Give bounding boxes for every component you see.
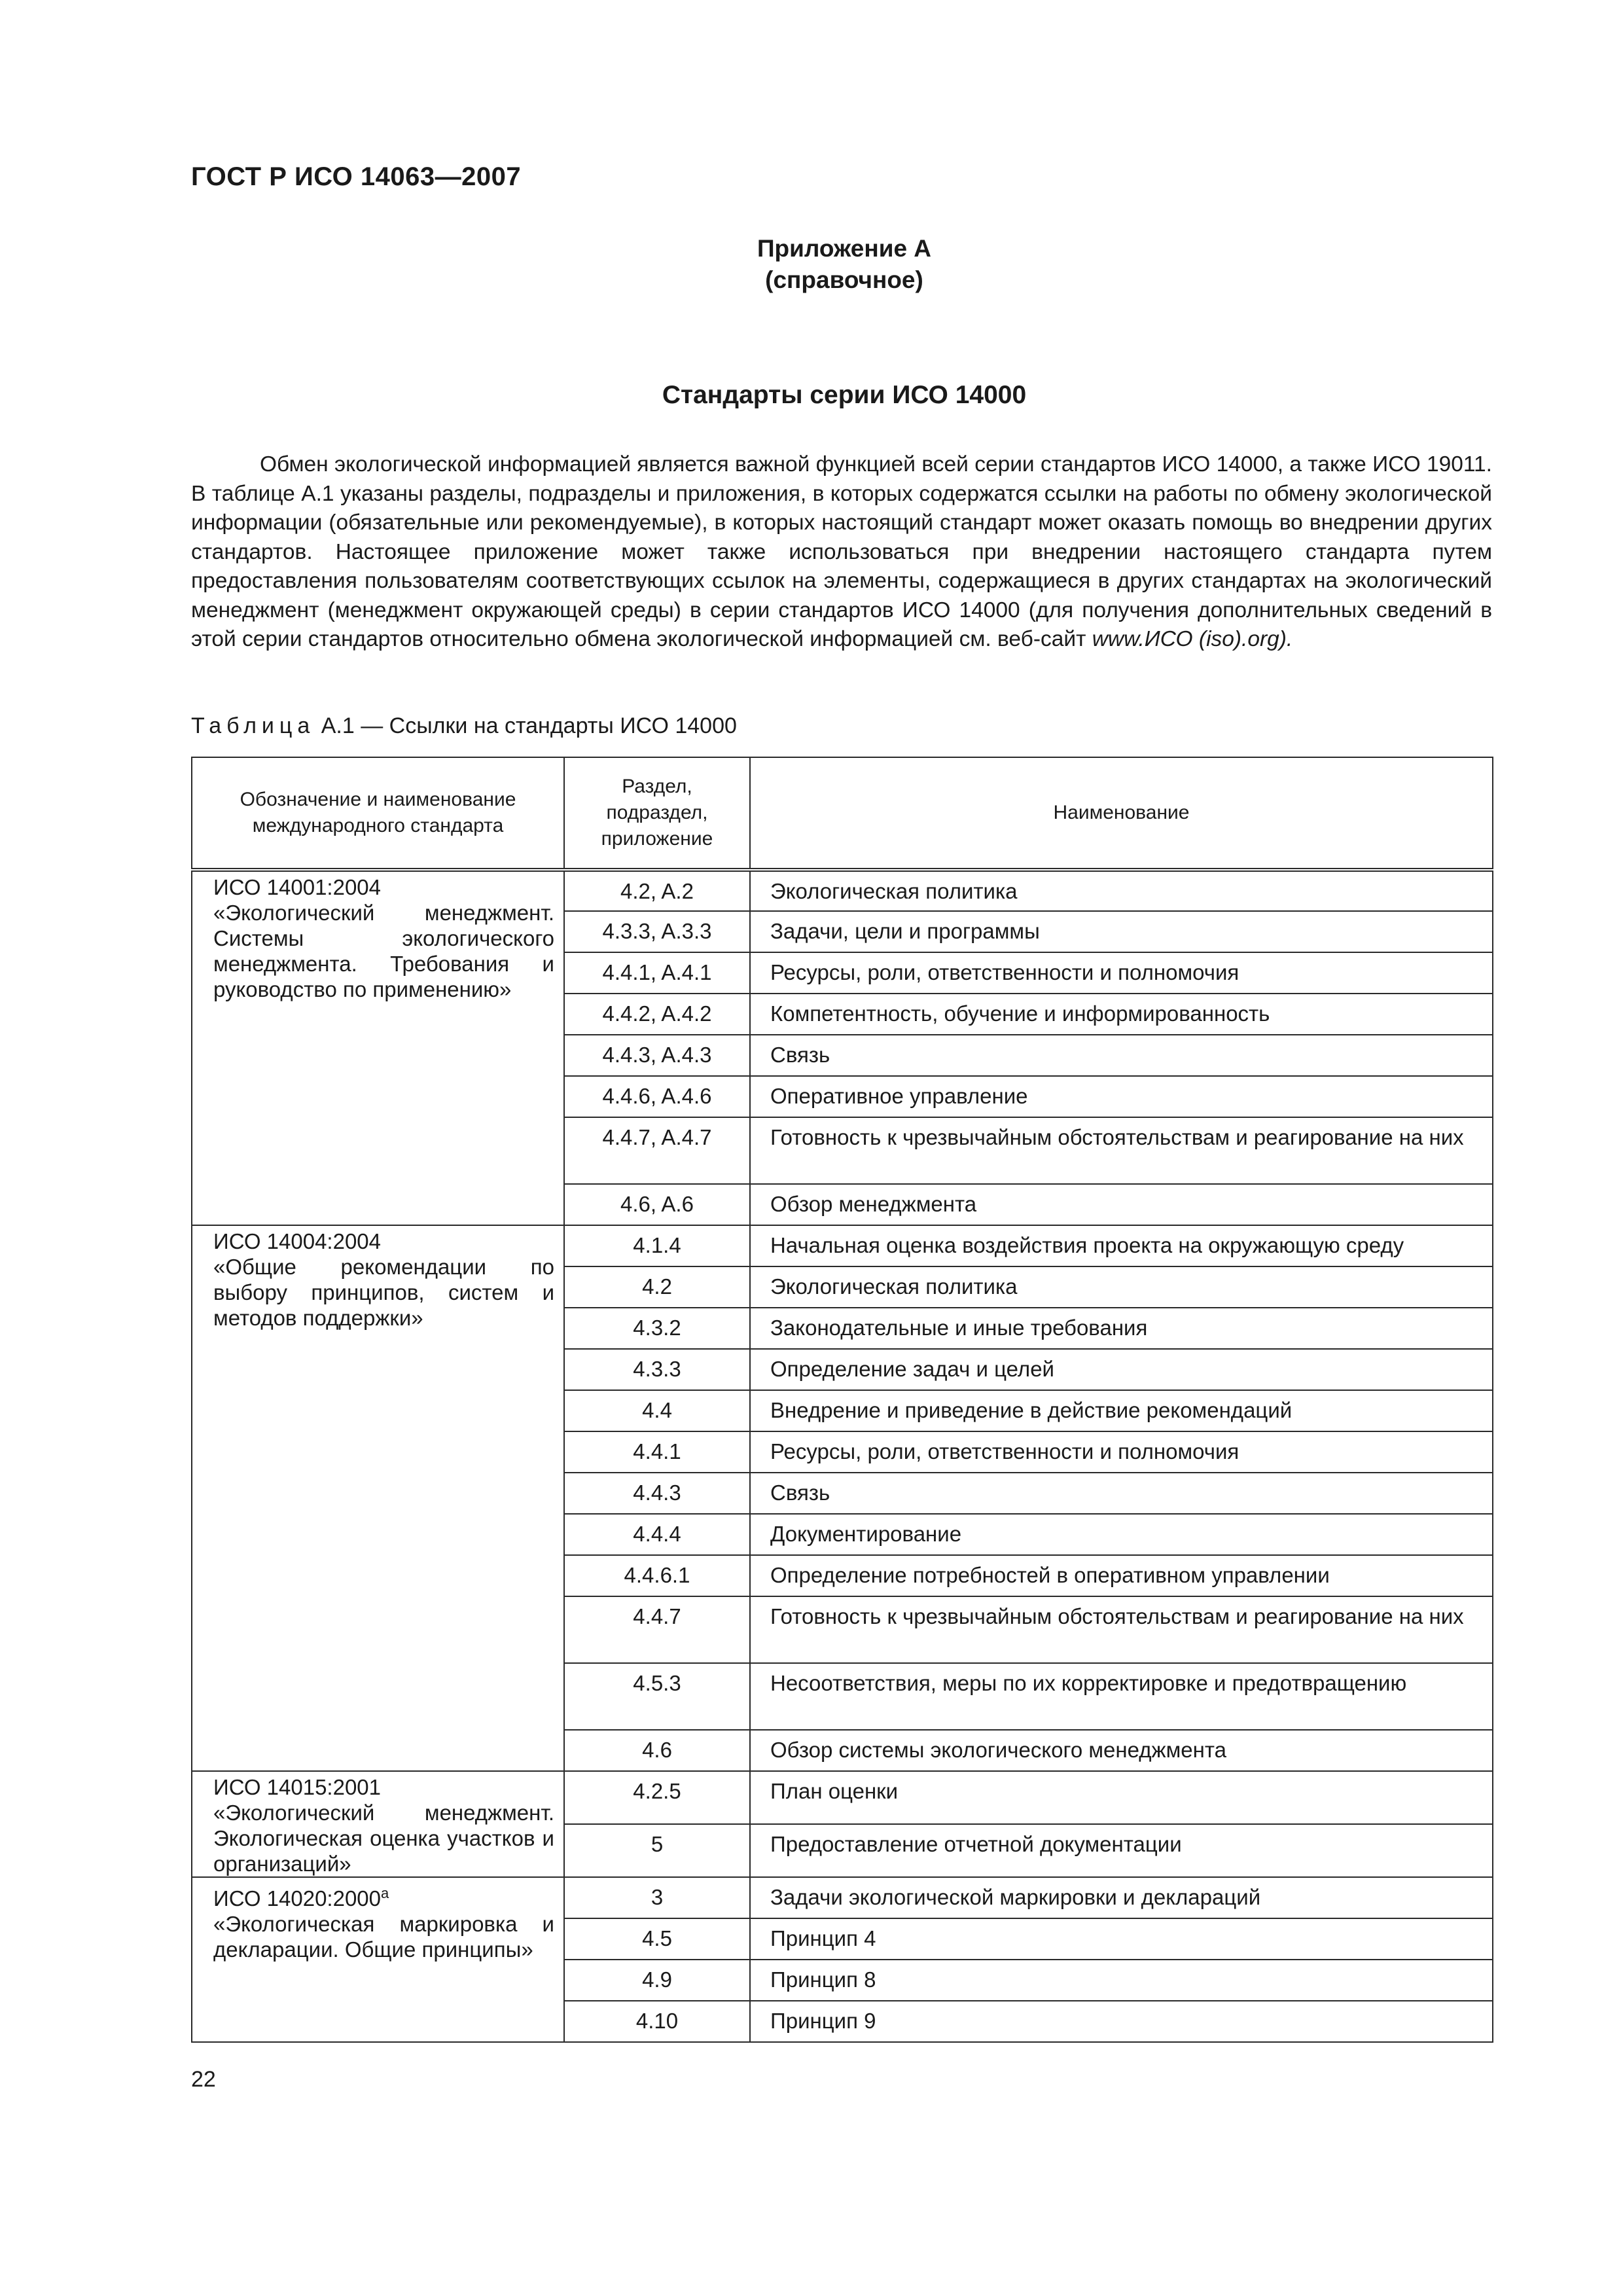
standard-code: ИСО 14015:2001 <box>213 1775 382 1799</box>
section-cell: 4.4.3, A.4.3 <box>564 1035 750 1076</box>
name-cell: Начальная оценка воздействия проекта на окружающую среду <box>750 1225 1493 1266</box>
table-caption <box>191 713 737 739</box>
table-body <box>192 870 1493 2042</box>
section-cell: 4.4.6, A.4.6 <box>564 1076 750 1117</box>
annex-heading <box>654 233 1034 296</box>
section-cell: 4.4.3 <box>564 1473 750 1514</box>
name-cell: Принцип 8 <box>750 1960 1493 2001</box>
name-cell: Ресурсы, роли, ответственности и полномочия <box>750 1431 1493 1473</box>
annex-subtitle: (справочное) <box>765 266 923 293</box>
section-cell: 4.5 <box>564 1918 750 1960</box>
standard-title: «Экологический менеджмент. Системы экологического менеджмента. Требования и руководство по применению» <box>213 901 554 1001</box>
section-cell: 4.4.7, A.4.7 <box>564 1117 750 1184</box>
standard-code: ИСО 14001:2004 <box>213 875 382 899</box>
section-cell: 4.10 <box>564 2001 750 2042</box>
name-cell: Ресурсы, роли, ответственности и полномочия <box>750 952 1493 994</box>
table-row <box>192 1225 1493 1266</box>
name-cell: Связь <box>750 1473 1493 1514</box>
table-caption-text: А.1 — Ссылки на стандарты ИСО 14000 <box>315 713 737 738</box>
name-cell: Экологическая политика <box>750 1266 1493 1308</box>
section-title: Стандарты серии ИСО 14000 <box>662 381 1027 409</box>
section-cell: 5 <box>564 1824 750 1877</box>
table-caption-prefix: Таблица <box>191 713 315 738</box>
standard-code: ИСО 14020:2000 <box>213 1886 382 1910</box>
name-cell: Задачи, цели и программы <box>750 911 1493 952</box>
standard-code: ИСО 14004:2004 <box>213 1229 382 1253</box>
header-standard: Обозначение и наименование международного стандарта <box>192 757 564 870</box>
name-cell: Внедрение и приведение в действие рекомендаций <box>750 1390 1493 1431</box>
standards-reference-table <box>191 757 1493 2043</box>
header-section: Раздел, подраздел, приложение <box>564 757 750 870</box>
name-cell: Задачи экологической маркировки и деклараций <box>750 1877 1493 1918</box>
standard-cell <box>192 1771 564 1877</box>
name-cell: Обзор системы экологического менеджмента <box>750 1730 1493 1771</box>
standard-designation <box>213 1229 554 1254</box>
section-cell: 4.3.3, A.3.3 <box>564 911 750 952</box>
name-cell: Готовность к чрезвычайным обстоятельствам и реагирование на них <box>750 1117 1493 1184</box>
standard-title: «Экологическая маркировка и декларации. Общие принципы» <box>213 1912 554 1962</box>
section-cell: 4.2 <box>564 1266 750 1308</box>
section-cell: 4.6, A.6 <box>564 1184 750 1225</box>
website-link-text: www.ИСО (iso).org). <box>1092 627 1293 651</box>
intro-paragraph <box>191 450 1492 655</box>
section-cell: 4.9 <box>564 1960 750 2001</box>
section-cell: 4.2, A.2 <box>564 870 750 911</box>
name-cell: План оценки <box>750 1771 1493 1824</box>
name-cell: Связь <box>750 1035 1493 1076</box>
section-cell: 4.4 <box>564 1390 750 1431</box>
table-header-row <box>192 757 1493 870</box>
name-cell: Определение потребностей в оперативном управлении <box>750 1555 1493 1596</box>
footnote-marker: а <box>381 1885 389 1901</box>
section-cell: 4.4.2, A.4.2 <box>564 994 750 1035</box>
section-cell: 4.2.5 <box>564 1771 750 1824</box>
name-cell: Компетентность, обучение и информированность <box>750 994 1493 1035</box>
section-cell: 4.5.3 <box>564 1663 750 1730</box>
document-code: ГОСТ Р ИСО 14063—2007 <box>191 162 522 191</box>
annex-title: Приложение А <box>757 235 932 262</box>
name-cell: Принцип 9 <box>750 2001 1493 2042</box>
standard-cell <box>192 1225 564 1771</box>
section-cell: 4.6 <box>564 1730 750 1771</box>
section-cell: 4.4.4 <box>564 1514 750 1555</box>
section-cell: 4.4.7 <box>564 1596 750 1663</box>
standard-title: «Экологический менеджмент. Экологическая оценка участков и организаций» <box>213 1801 554 1876</box>
section-cell: 4.1.4 <box>564 1225 750 1266</box>
name-cell: Определение задач и целей <box>750 1349 1493 1390</box>
table-row <box>192 1877 1493 1918</box>
name-cell: Законодательные и иные требования <box>750 1308 1493 1349</box>
section-cell: 4.3.2 <box>564 1308 750 1349</box>
name-cell: Предоставление отчетной документации <box>750 1824 1493 1877</box>
name-cell: Оперативное управление <box>750 1076 1493 1117</box>
name-cell: Экологическая политика <box>750 870 1493 911</box>
standard-cell <box>192 870 564 1225</box>
section-cell: 4.4.1 <box>564 1431 750 1473</box>
standard-designation <box>213 874 554 900</box>
standard-title: «Общие рекомендации по выбору принципов, систем и методов поддержки» <box>213 1255 554 1330</box>
name-cell: Готовность к чрезвычайным обстоятельствам и реагирование на них <box>750 1596 1493 1663</box>
section-cell: 4.3.3 <box>564 1349 750 1390</box>
table-row <box>192 870 1493 911</box>
table-row <box>192 1771 1493 1824</box>
standard-cell <box>192 1877 564 2042</box>
name-cell: Обзор менеджмента <box>750 1184 1493 1225</box>
name-cell: Документирование <box>750 1514 1493 1555</box>
name-cell: Принцип 4 <box>750 1918 1493 1960</box>
intro-text: Обмен экологической информацией является важной функцией всей серии стандартов ИСО 14000, а также ИСО 19011. В таблице А.1 указаны разделы, подразделы и приложения, в которых содержатся ссылки на работы по обмену экологической информации (обязательные или рекомендуемые), в которых настоящий стандарт может оказать помощь во внедрении других стандартов. Настоящее приложение может также использоваться при внедрении настоящего стандарта путем предоставления пользователям соответствующих ссылок на элементы, содержащиеся в других стандартах на экологический менеджмент (менеджмент окружающей среды) в серии стандартов ИСО 14000 (для получения дополнительных сведений в этой серии стандартов относительно обмена экологической информацией см. веб-сайт <box>191 452 1492 651</box>
section-cell: 4.4.6.1 <box>564 1555 750 1596</box>
standard-designation <box>213 1880 554 1911</box>
header-name: Наименование <box>750 757 1493 870</box>
name-cell: Несоответствия, меры по их корректировке и предотвращению <box>750 1663 1493 1730</box>
page-number: 22 <box>191 2067 216 2092</box>
section-cell: 3 <box>564 1877 750 1918</box>
section-cell: 4.4.1, A.4.1 <box>564 952 750 994</box>
standard-designation <box>213 1774 554 1800</box>
